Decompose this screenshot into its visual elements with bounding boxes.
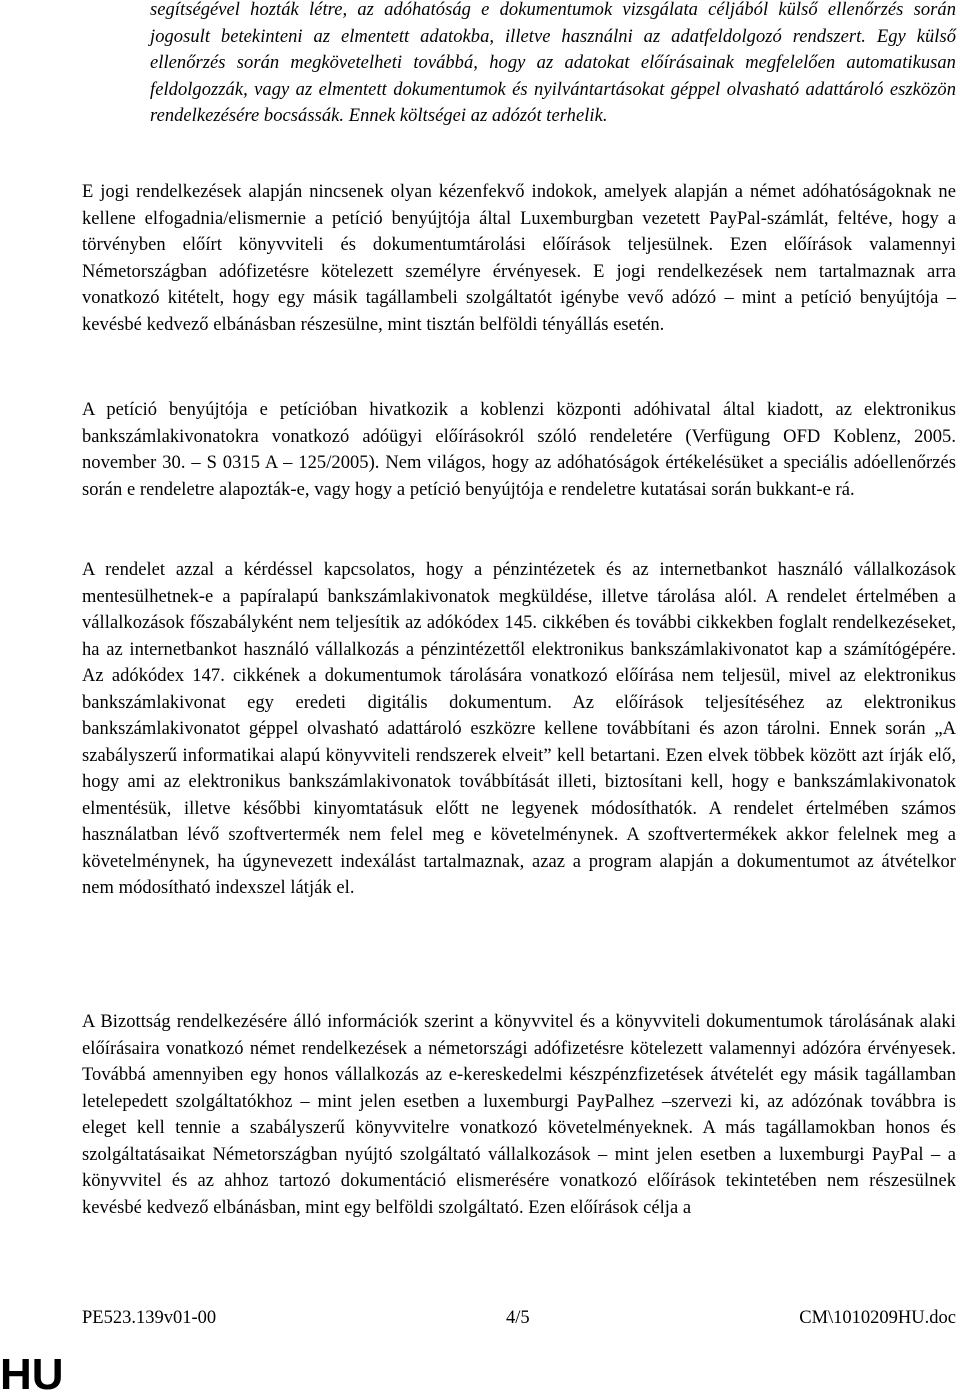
page-number: 4/5 bbox=[506, 1308, 530, 1328]
paragraph: E jogi rendelkezések alapján nincsenek olyan kézenfekvő indokok, amelyek alapján a német adóhatóságoknak ne kellene elfogadnia/elismernie a petíció benyújtója által Luxemburgban vezetett PayPal-számlát, feltéve, hogy a törvényben előírt könyvviteli és dokumentumtárolási előírások teljesülnek. Ezen előírások valamennyi Németországban adófizetésre kötelezett személyre érvényesek. E jogi rendelkezések nem tartalmaznak arra vonatkozó kitételt, hogy egy másik tagállambeli szolgáltatót igénybe vevő adózó – mint a petíció benyújtója – kevésbé kedvező elbánásban részesülne, mint tisztán belföldi tényállás esetén. bbox=[82, 182, 956, 335]
file-name: CM\1010209HU.doc bbox=[799, 1308, 956, 1328]
paragraph: A Bizottság rendelkezésére álló információk szerint a könyvvitel és a könyvviteli dokumentumok tárolásának alaki előírásaira vonatkozó német rendelkezések a németországi adófizetésre kötelezett valamennyi adózóra érvényesek. Továbbá amennyiben egy honos vállalkozás az e-kereskedelmi készpénzfizetések átvételét egy másik tagállamban letelepedett szolgáltatókhoz – mint jelen esetben a luxemburgi PayPalhez –szervezi ki, az adózónak továbbra is eleget kell tennie a szabályszerű könyvvitelre vonatkozó követelményeknek. A más tagállamokban honos és szolgáltatásaikat Németországban nyújtó szolgáltató vállalkozások – mint jelen esetben a luxemburgi PayPal – a könyvvitel és az ahhoz tartozó dokumentáció elismerésére vonatkozó előírások tekintetében nem részesülnek kevésbé kedvező elbánásban, mint egy belföldi szolgáltató. Ezen előírások célja a bbox=[82, 1012, 956, 1218]
paragraph: A rendelet azzal a kérdéssel kapcsolatos, hogy a pénzintézetek és az internetbankot használó vállalkozások mentesülhetnek-e a papíralapú bankszámlakivonatok megküldése, illetve tárolása alól. A rendelet értelmében a vállalkozások főszabályként nem teljesítik az adókódex 145. cikkében és további cikkekben foglalt rendelkezéseket, ha az internetbankot használó vállalkozás a pénzintézettől elektronikus bankszámlakivonatot kap a számítógépére. Az adókódex 147. cikkének a dokumentumok tárolására vonatkozó előírása nem teljesül, mivel az elektronikus bankszámlakivonat egy eredeti digitális dokumentum. Az előírások teljesítéséhez az elektronikus bankszámlakivonatot géppel olvasható adattároló eszközre kellene továbbítani és azon tárolni. Ennek során „A szabályszerű informatikai alapú könyvviteli rendszerek elveit” kell betartani. Ezen elvek többek között azt írják elő, hogy ami az elektronikus bankszámlakivonatok továbbítását illeti, biztosítani kell, hogy e bankszámlakivonatok elmentésük, illetve későbbi kinyomtatásuk előtt ne legyenek módosíthatók. A rendelet értelmében számos használatban lévő szoftvertermék nem felel meg e követelménynek. A szoftvertermékek akkor felelnek meg a követelménynek, ha úgynevezett indexálást tartalmaznak, azaz a program alapján a dokumentumot az átvételkor nem módosítható indexszel látják el. bbox=[82, 560, 956, 898]
language-label: HU bbox=[0, 1350, 64, 1399]
page-footer bbox=[82, 1305, 956, 1331]
document-reference: PE523.139v01-00 bbox=[82, 1308, 217, 1328]
paragraph: A petíció benyújtója e petícióban hivatkozik a koblenzi központi adóhivatal által kiadott, az elektronikus bankszámlakivonatokra vonatkozó adóügyi előírásokról szóló rendeletére (Verfügung OFD Koblenz, 2005. november 30. – S 0315 A – 125/2005). Nem világos, hogy az adóhatóságok értékelésüket a speciális adóellenőrzés során e rendeletre alapozták-e, vagy hogy a petíció benyújtója e rendeletre kutatásai során bukkant-e rá. bbox=[82, 400, 956, 500]
quoted-passage: segítségével hozták létre, az adóhatóság e dokumentumok vizsgálata céljából külső ellenőrzés során jogosult betekinteni az elmentett adatokba, illetve használni az adatfeldolgozó rendszert. Egy külső ellenőrzés során megkövetelheti továbbá, hogy az adatokat előírásainak megfelelően automatikusan feldolgozzák, vagy az elmentett dokumentumok és nyilvántartásokat géppel olvasható adattároló eszközön rendelkezésére bocsássák. Ennek költségei az adózót terhelik. bbox=[150, 0, 956, 126]
